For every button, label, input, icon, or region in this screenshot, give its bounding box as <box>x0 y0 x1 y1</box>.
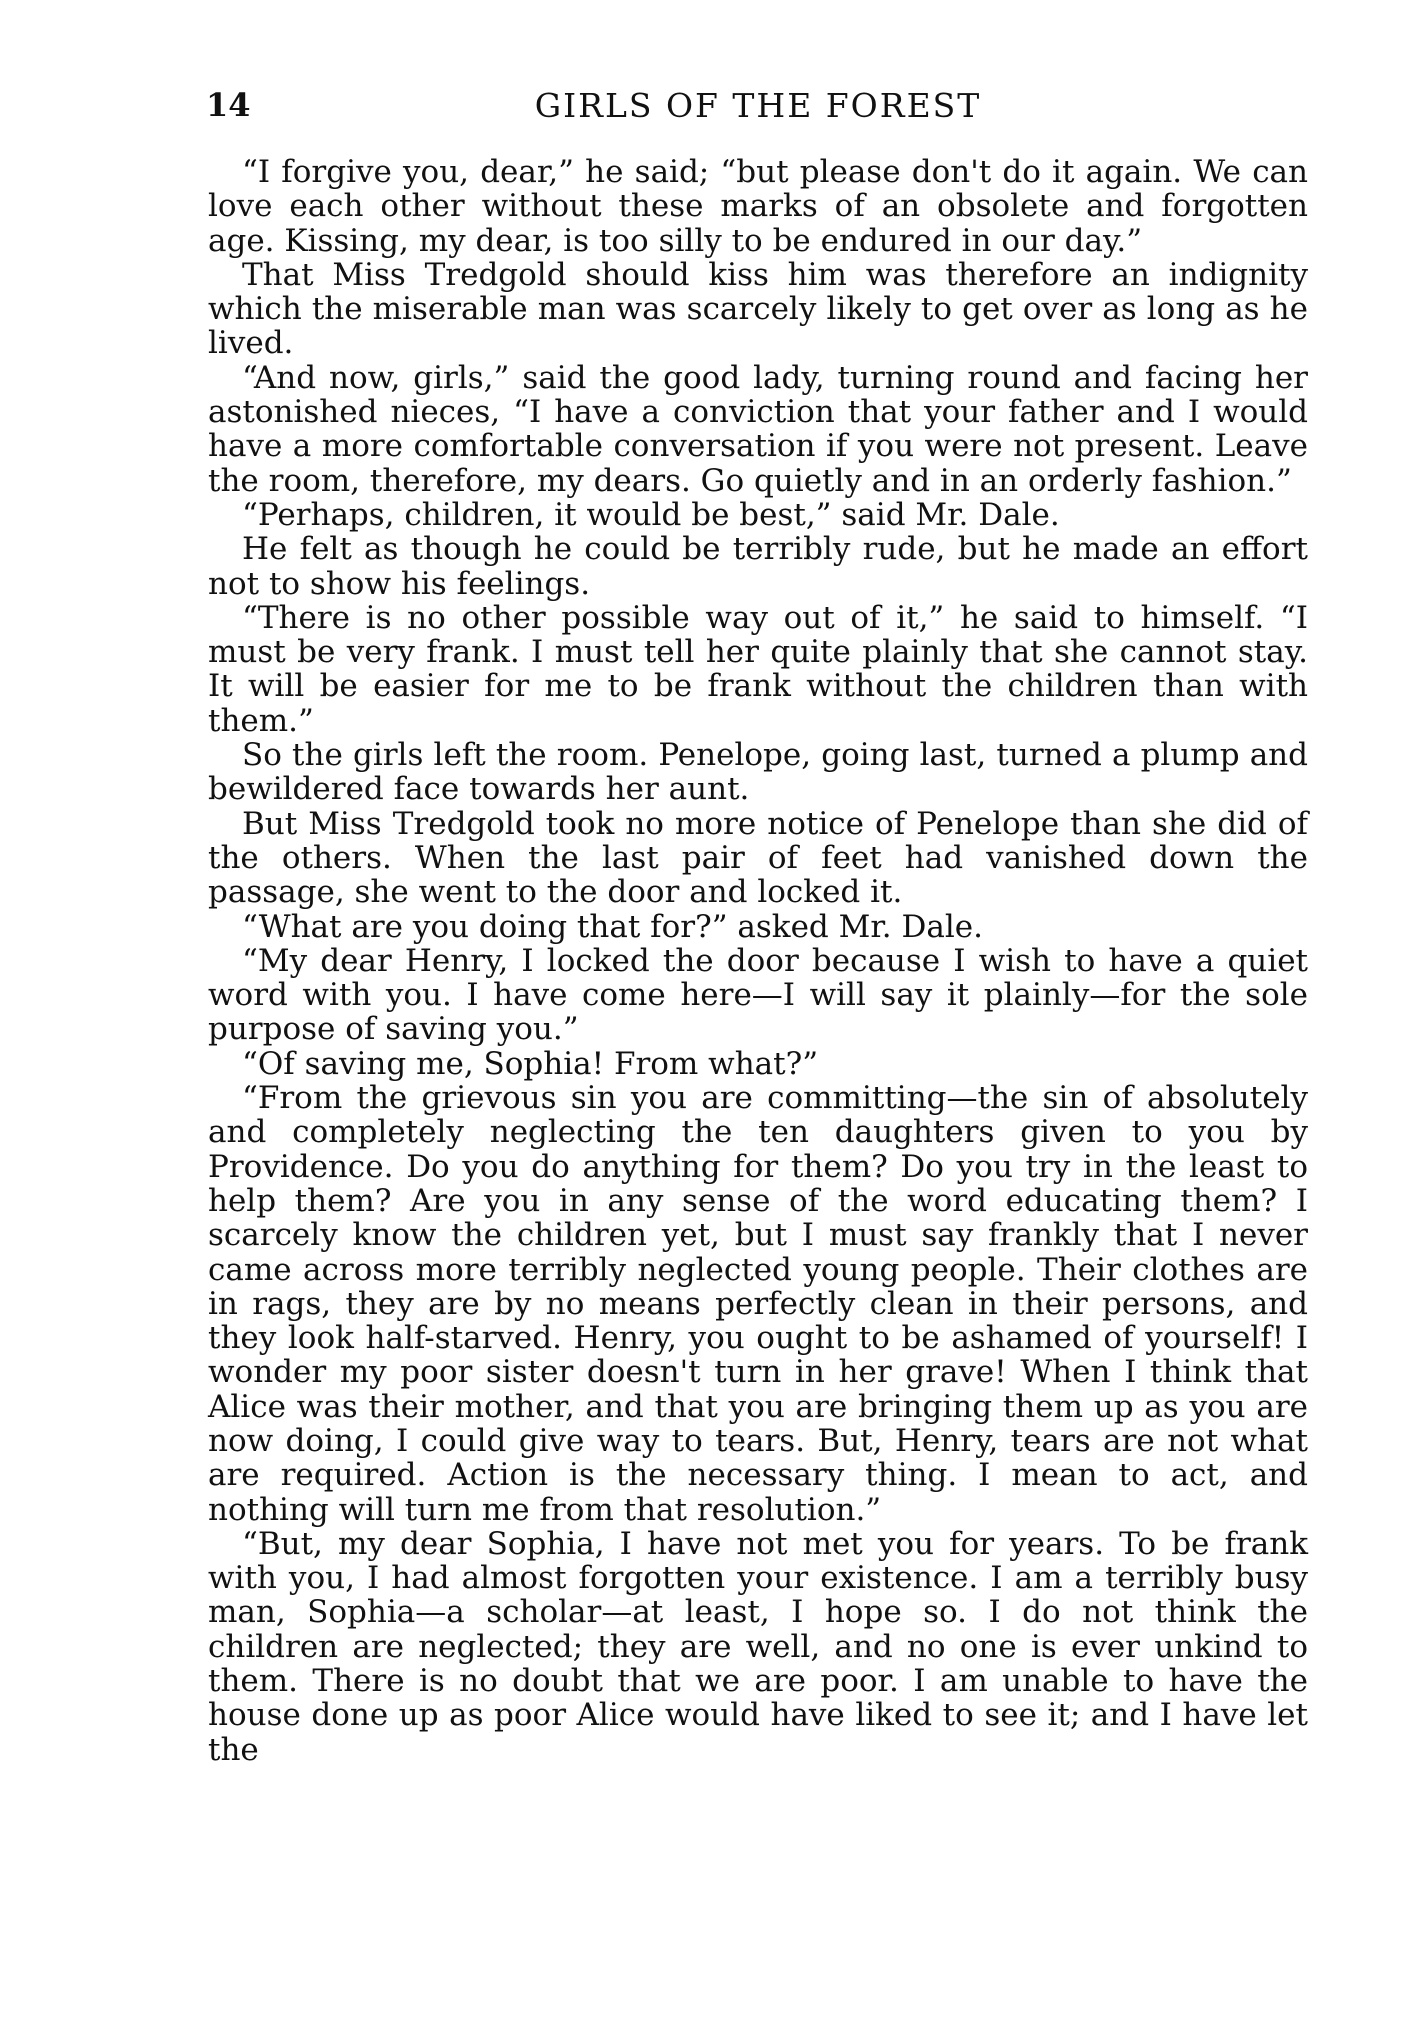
paragraph: “What are you doing that for?” asked Mr. Dale. <box>242 908 983 945</box>
page-header <box>206 86 1310 126</box>
paragraph: “Perhaps, children, it would be best,” said Mr. Dale. <box>242 496 1060 533</box>
paragraph: But Miss Tredgold took no more notice of Penelope than she did of the others. When the last pair of feet had vanished down the passage, she went to the door and locked it. <box>208 805 1308 911</box>
paragraph: “But, my dear Sophia, I have not met you for years. To be frank with you, I had almost forgotten your existence. I am a terribly busy man, Sophia—a scholar—at least, I hope so. I do not think the children are neglected; they are well, and no one is ever unkind to them. There is no doubt that we are poor. I am unable to have the house done up as poor Alice would have liked to see it; and I have let the <box>208 1525 1308 1768</box>
paragraph: “I forgive you, dear,” he said; “but please don't do it again. We can love each other without these marks of an obsolete and forgotten age. Kissing, my dear, is too silly to be endured in our day.” <box>208 154 1308 259</box>
paragraph: “Of saving me, Sophia! From what?” <box>242 1045 819 1082</box>
paragraph: “From the grievous sin you are committing—the sin of absolutely and completely neglecting the ten daughters given to you by Providence. Do you do anything for them? Do you try in the least to help them? Are you in any sense of the word educating them? I scarcely know the children yet, but I must say frankly that I never came across more terribly neglected young people. Their clothes are in rags, they are by no means perfectly clean in their persons, and they look half-starved. Henry, you ought to be ashamed of yourself! I wonder my poor sister doesn't turn in her grave! When I think that Alice was their mother, and that you are bringing them up as you are now doing, I could give way to tears. But, Henry, tears are not what are required. Action is the necessary thing. I mean to act, and nothing will turn me from that resolution.” <box>208 1080 1308 1528</box>
paragraph: “There is no other possible way out of it,” he said to himself. “I must be very frank. I must tell her quite plainly that she cannot stay. It will be easier for me to be frank without the children than with them.” <box>208 599 1308 739</box>
paragraph: “My dear Henry, I locked the door because I wish to have a quiet word with you. I have come here—I will say it plainly—for the sole purpose of saving you.” <box>208 942 1308 1048</box>
paragraph: “And now, girls,” said the good lady, turning round and facing her astonished nieces, “I have a conviction that your father and I would have a more comfortable conversation if you were not present. Leave the room, therefore, my dears. Go quietly and in an orderly fashion.” <box>208 359 1308 499</box>
page-number: 14 <box>206 86 251 124</box>
running-title: GIRLS OF THE FOREST <box>534 86 982 125</box>
paragraph: So the girls left the room. Penelope, going last, turned a plump and bewildered face towards her aunt. <box>208 737 1308 808</box>
body-text <box>208 155 1308 1767</box>
paragraph: He felt as though he could be terribly rude, but he made an effort not to show his feelings. <box>208 531 1308 602</box>
paragraph: That Miss Tredgold should kiss him was therefore an indignity which the miserable man was scarcely likely to get over as long as he lived. <box>208 256 1308 362</box>
